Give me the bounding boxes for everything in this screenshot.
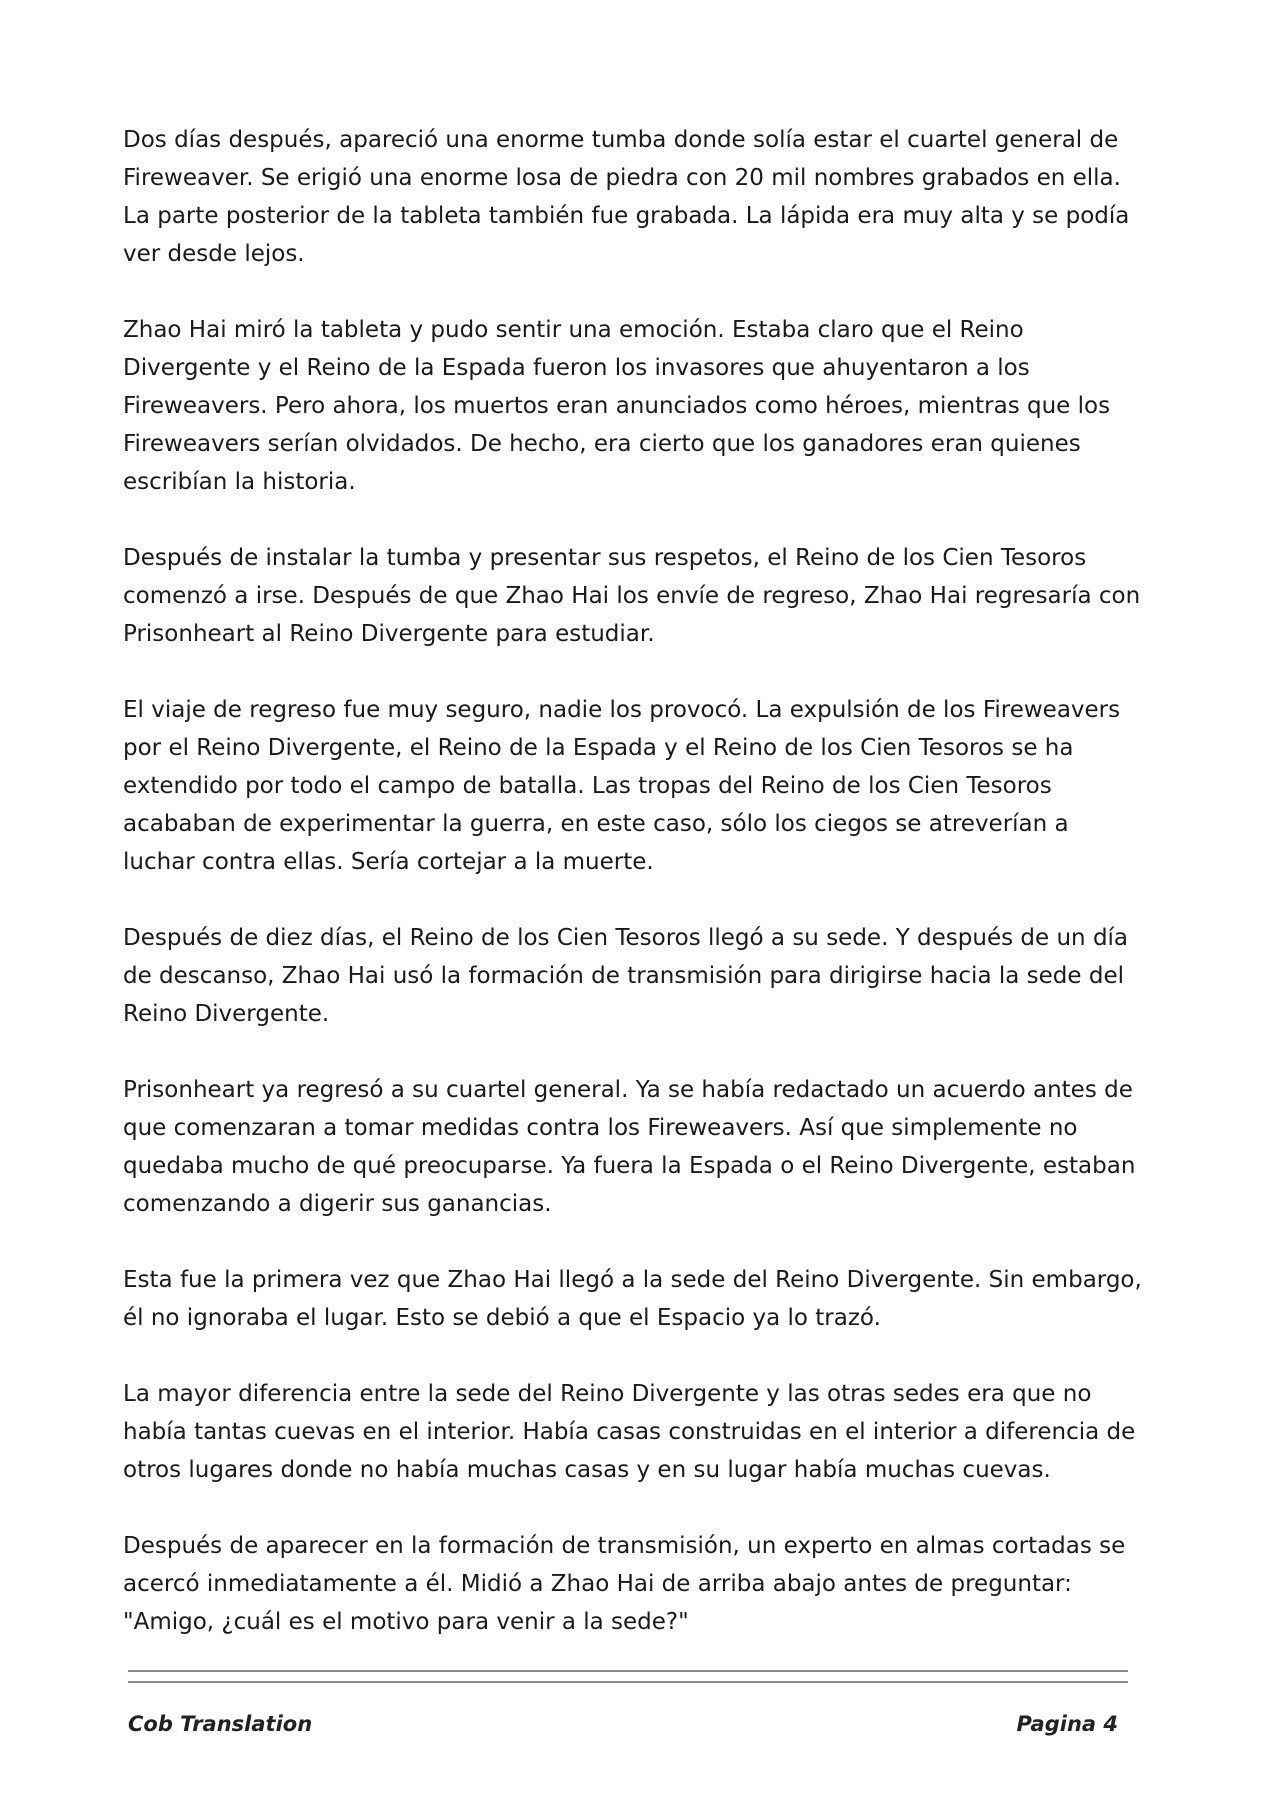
footer-page-number: Pagina 4 xyxy=(1016,1712,1118,1736)
paragraph: Después de aparecer en la formación de transmisión, un experto en almas cortadas se acercó inmediatamente a él. Midió a Zhao Hai de arriba abajo antes de preguntar: "Amigo, ¿cuál es el motivo para venir a la sede?" xyxy=(123,1533,1126,1635)
paragraph: Prisonheart ya regresó a su cuartel general. Ya se había redactado un acuerdo antes de que comenzaran a tomar medidas contra los Fireweavers. Así que simplemente no quedaba mucho de qué preocuparse. Ya fuera la Espada o el Reino Divergente, estaban comenzando a digerir sus ganancias. xyxy=(123,1077,1136,1217)
footer-translator-credit: Cob Translation xyxy=(128,1712,313,1736)
paragraph: La mayor diferencia entre la sede del Reino Divergente y las otras sedes era que no había tantas cuevas en el interior. Había casas construidas en el interior a diferencia de otros lugares donde no había muchas casas y en su lugar había muchas cuevas. xyxy=(123,1381,1136,1483)
footer-divider xyxy=(128,1681,1128,1683)
footer-divider xyxy=(128,1670,1128,1672)
paragraph: Zhao Hai miró la tableta y pudo sentir una emoción. Estaba claro que el Reino Divergente y el Reino de la Espada fueron los invasores que ahuyentaron a los Fireweavers. Pero ahora, los muertos eran anunciados como héroes, mientras que los Fireweavers serían olvidados. De hecho, era cierto que los ganadores eran quienes escribían la historia. xyxy=(123,317,1111,495)
document-body xyxy=(123,121,1143,1679)
paragraph: El viaje de regreso fue muy seguro, nadie los provocó. La expulsión de los Fireweavers por el Reino Divergente, el Reino de la Espada y el Reino de los Cien Tesoros se ha extendido por todo el campo de batalla. Las tropas del Reino de los Cien Tesoros acababan de experimentar la guerra, en este caso, sólo los ciegos se atreverían a luchar contra ellas. Sería cortejar a la muerte. xyxy=(123,697,1121,875)
paragraph: Dos días después, apareció una enorme tumba donde solía estar el cuartel general de Fireweaver. Se erigió una enorme losa de piedra con 20 mil nombres grabados en ella. La parte posterior de la tableta también fue grabada. La lápida era muy alta y se podía ver desde lejos. xyxy=(123,127,1130,267)
paragraph: Después de diez días, el Reino de los Cien Tesoros llegó a su sede. Y después de un día de descanso, Zhao Hai usó la formación de transmisión para dirigirse hacia la sede del Reino Divergente. xyxy=(123,925,1129,1027)
paragraph: Después de instalar la tumba y presentar sus respetos, el Reino de los Cien Tesoros comenzó a irse. Después de que Zhao Hai los envíe de regreso, Zhao Hai regresaría con Prisonheart al Reino Divergente para estudiar. xyxy=(123,545,1141,647)
paragraph: Esta fue la primera vez que Zhao Hai llegó a la sede del Reino Divergente. Sin embargo, él no ignoraba el lugar. Esto se debió a que el Espacio ya lo trazó. xyxy=(123,1267,1142,1331)
